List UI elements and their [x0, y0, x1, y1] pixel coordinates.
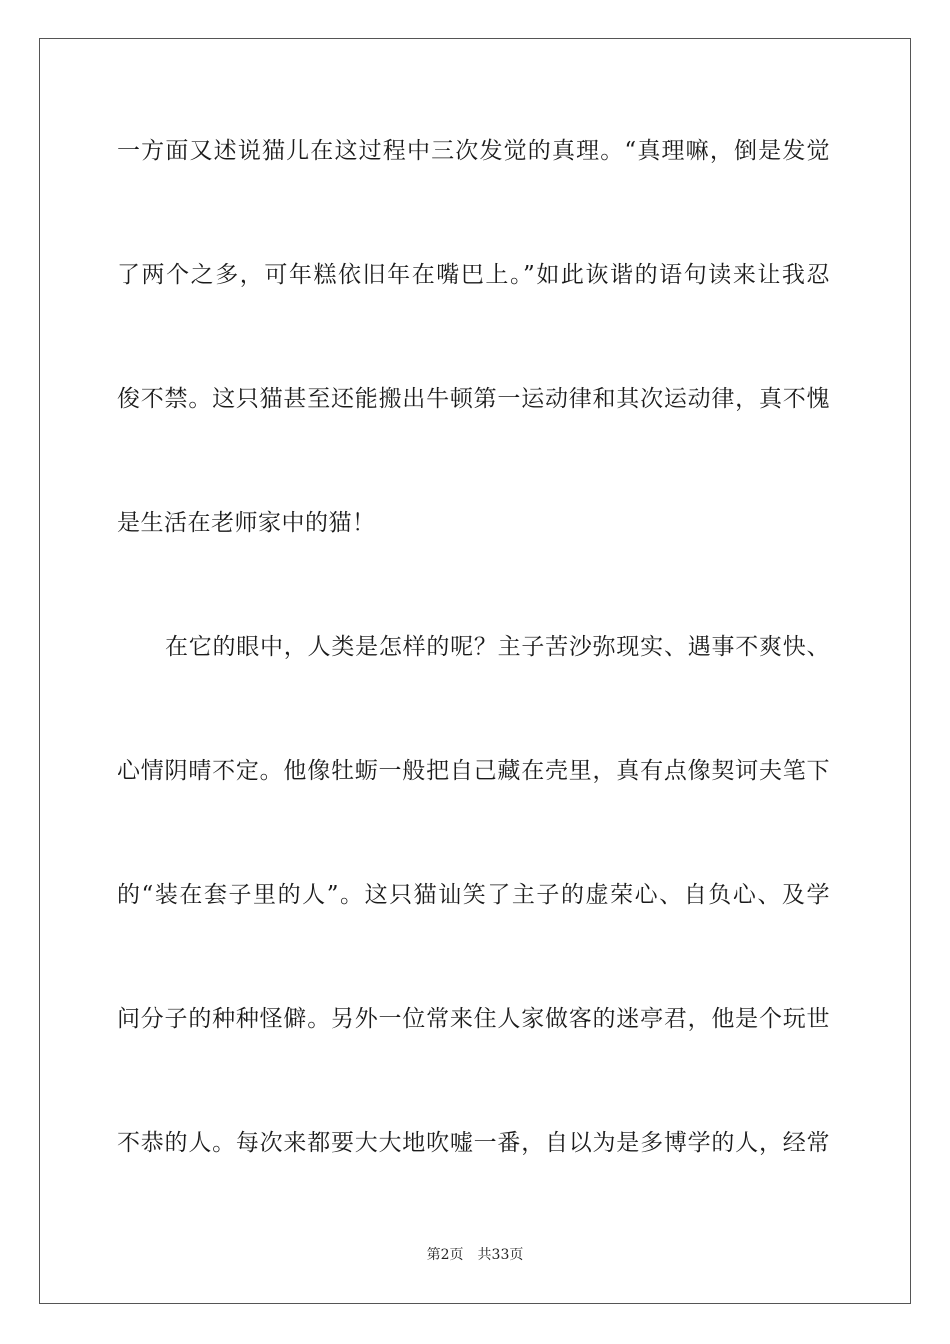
total-pages: 共33页 [477, 1247, 524, 1263]
paragraph-line: 心情阴晴不定。他像牡蛎一般把自己藏在壳里，真有点像契诃夫笔下 [117, 758, 830, 784]
page-number: 第2页 [426, 1247, 464, 1263]
paragraph-line: 是生活在老师家中的猫！ [117, 510, 376, 536]
paragraph-line: 在它的眼中，人类是怎样的呢？主子苦沙弥现实、遇事不爽快、 [165, 634, 830, 660]
paragraph-line: 俊不禁。这只猫甚至还能搬出牛顿第一运动律和其次运动律，真不愧 [117, 386, 830, 412]
paragraph-line: 问分子的种种怪僻。另外一位常来住人家做客的迷亭君，他是个玩世 [117, 1006, 830, 1032]
paragraph-line: 了两个之多，可年糕依旧年在嘴巴上。”如此诙谐的语句读来让我忍 [117, 262, 830, 288]
paragraph-line: 不恭的人。每次来都要大大地吹嘘一番，自以为是多博学的人，经常 [117, 1130, 830, 1156]
paragraph-line: 一方面又述说猫儿在这过程中三次发觉的真理。“真理嘛，倒是发觉 [117, 138, 830, 164]
page-footer [0, 1246, 950, 1264]
paragraph-line: 的“装在套子里的人”。这只猫讪笑了主子的虚荣心、自负心、及学 [117, 882, 830, 908]
page-border [39, 38, 911, 1304]
